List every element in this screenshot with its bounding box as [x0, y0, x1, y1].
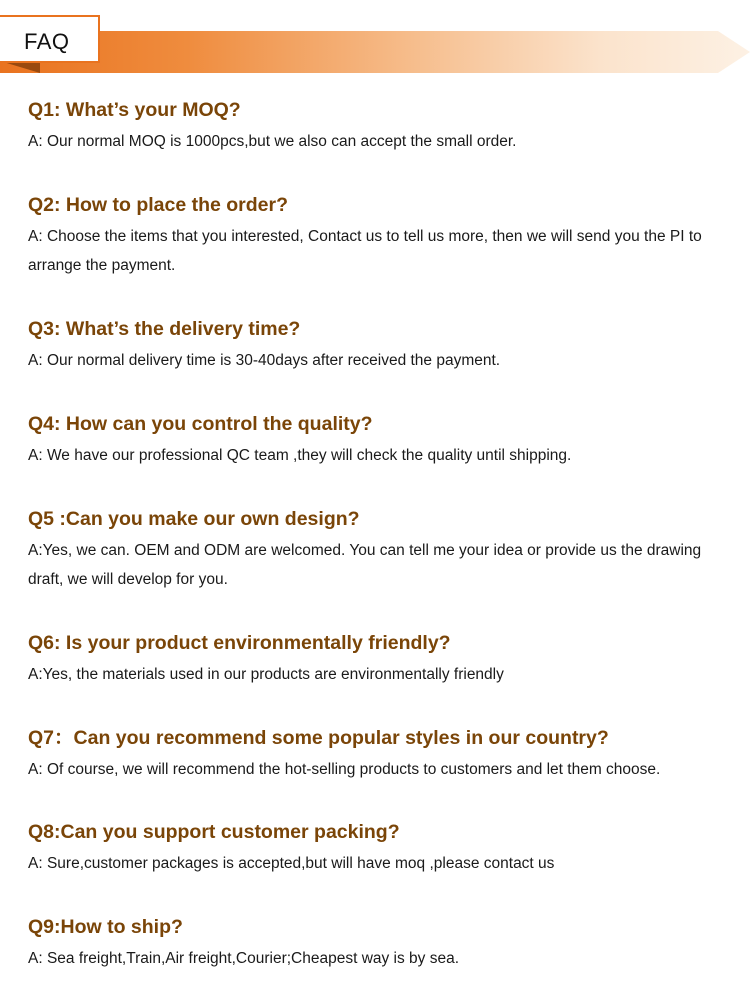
faq-item [28, 818, 554, 878]
faq-item [28, 505, 728, 594]
faq-item [28, 724, 660, 784]
faq-item [28, 913, 459, 973]
faq-answer: A: Our normal MOQ is 1000pcs,but we also can accept the small order. [28, 133, 517, 150]
page-title: FAQ [24, 29, 70, 54]
faq-answer: A:Yes, the materials used in our products are environmentally friendly [28, 666, 504, 683]
faq-item [28, 315, 500, 375]
faq-answer: A: Our normal delivery time is 30-40days after received the payment. [28, 352, 501, 369]
header-banner [0, 31, 750, 73]
faq-question: Q7：Can you recommend some popular styles in our country? [28, 727, 609, 749]
faq-answer: A: Sure,customer packages is accepted,but will have moq ,please contact us [28, 855, 555, 872]
faq-answer: A: We have our professional QC team ,they will check the quality until shipping. [28, 447, 572, 464]
faq-item [28, 410, 571, 470]
faq-answer: A: Choose the items that you interested, Contact us to tell us more, then we will send you the PI to arrange the payment. [28, 228, 702, 274]
faq-question: Q5 :Can you make our own design? [28, 508, 360, 530]
faq-question: Q8:Can you support customer packing? [28, 821, 400, 843]
faq-answer: A: Sea freight,Train,Air freight,Courier;Cheapest way is by sea. [28, 950, 460, 967]
faq-item [28, 629, 504, 689]
faq-answer: A: Of course, we will recommend the hot-selling products to customers and let them choose. [28, 761, 661, 778]
faq-question: Q1: What’s your MOQ? [28, 99, 241, 121]
faq-item [28, 96, 516, 156]
faq-question: Q6: Is your product environmentally friendly? [28, 632, 451, 654]
faq-question: Q4: How can you control the quality? [28, 413, 373, 435]
faq-header [0, 0, 750, 80]
faq-answer: A:Yes, we can. OEM and ODM are welcomed. You can tell me your idea or provide us the drawing draft, we will develop for you. [28, 542, 702, 588]
faq-tab [0, 15, 100, 63]
faq-question: Q9:How to ship? [28, 916, 183, 938]
banner-arrow-shape [0, 31, 750, 73]
faq-question: Q3: What’s the delivery time? [28, 318, 301, 340]
faq-item [28, 191, 728, 280]
faq-question: Q2: How to place the order? [28, 194, 289, 216]
